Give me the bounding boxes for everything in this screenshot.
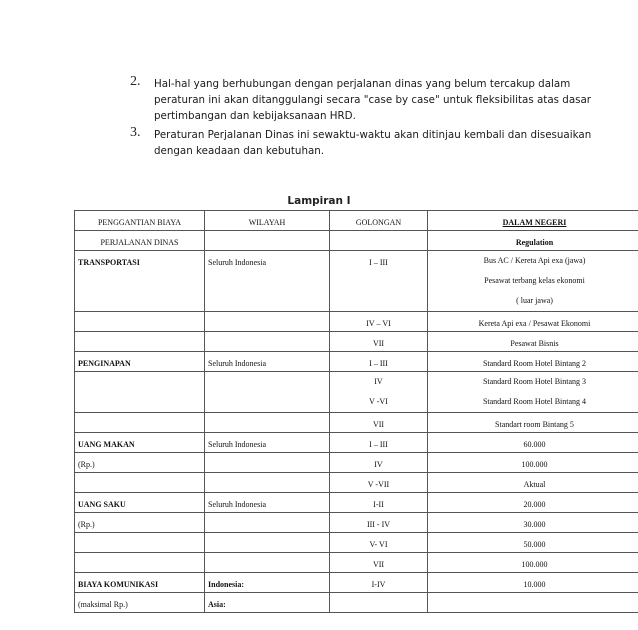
point-3 [130, 125, 592, 159]
wilayah-cell: Seluruh Indonesia [205, 433, 330, 453]
table-row [75, 372, 638, 413]
golongan-cell: I – III [330, 251, 428, 312]
point-number: 2. [130, 74, 141, 89]
point-line: Hal-hal yang berhubungan dengan perjalanan dinas yang belum tercakup dalam [154, 78, 571, 90]
table-cell [205, 332, 330, 352]
table-cell [75, 332, 205, 352]
golongan-cell: III - IV [330, 513, 428, 533]
table-cell [330, 231, 428, 251]
point-line: Peraturan Perjalanan Dinas ini sewaktu-waktu akan ditinjau kembali dan disesuaikan [154, 129, 592, 141]
category-label: TRANSPORTASI [75, 251, 205, 312]
table-cell [330, 593, 428, 613]
table-cell [205, 553, 330, 573]
table-row [75, 453, 638, 473]
category-label: UANG MAKAN [75, 433, 205, 453]
header-perjalanan-dinas: PERJALANAN DINAS [75, 231, 205, 251]
golongan-cell: VII [330, 553, 428, 573]
table-row [75, 332, 638, 352]
category-label: PENGINAPAN [75, 352, 205, 372]
regulation-cell: Kereta Api exa / Pesawat Ekonomi [428, 312, 638, 332]
table-cell [205, 533, 330, 553]
regulation-line: ( luar jawa) [516, 296, 553, 305]
regulation-line: Bus AC / Kereta Api exa (jawa) [483, 256, 586, 265]
golongan-line: V -VI [369, 397, 388, 406]
unit-label: (maksimal Rp.) [75, 593, 205, 613]
table-cell [205, 312, 330, 332]
amount-cell: 60.000 [428, 433, 638, 453]
table-row [75, 413, 638, 433]
table-cell [205, 453, 330, 473]
golongan-cell: I – III [330, 433, 428, 453]
regulation-line: Pesawat terbang kelas ekonomi [484, 276, 585, 285]
table-row [75, 312, 638, 332]
point-line: dengan keadaan dan kebutuhan. [154, 145, 325, 157]
amount-cell: 100.000 [428, 553, 638, 573]
table-cell [205, 231, 330, 251]
category-label: BIAYA KOMUNIKASI [75, 573, 205, 593]
table-cell [75, 312, 205, 332]
table-row [75, 513, 638, 533]
golongan-cell: V- VI [330, 533, 428, 553]
unit-label: (Rp.) [75, 453, 205, 473]
header-wilayah: WILAYAH [205, 211, 330, 231]
point-2 [130, 74, 592, 124]
regulation-cell: Standart room Bintang 5 [428, 413, 638, 433]
table-cell [75, 553, 205, 573]
regulation-cell: Standard Room Hotel Bintang 2 [428, 352, 638, 372]
golongan-cell: IV – VI [330, 312, 428, 332]
table-cell [205, 473, 330, 493]
wilayah-cell: Seluruh Indonesia [205, 493, 330, 513]
header-penggantian: PENGGANTIAN BIAYA [75, 211, 205, 231]
golongan-cell: I – III [330, 352, 428, 372]
golongan-cell [330, 372, 428, 413]
table-header-row [75, 211, 638, 231]
table-cell [75, 533, 205, 553]
regulation-line: Standard Room Hotel Bintang 4 [482, 397, 587, 406]
table-cell [75, 413, 205, 433]
wilayah-cell: Asia: [205, 593, 330, 613]
table-cell [75, 473, 205, 493]
table-row [75, 553, 638, 573]
header-regulation: Regulation [428, 231, 638, 251]
header-dalam-negeri: DALAM NEGERI [428, 211, 638, 231]
travel-allowance-table [74, 210, 638, 613]
unit-label: (Rp.) [75, 513, 205, 533]
policy-points [130, 74, 592, 162]
table-row [75, 473, 638, 493]
table-row [75, 251, 638, 312]
golongan-cell: V -VII [330, 473, 428, 493]
header-golongan: GOLONGAN [330, 211, 428, 231]
regulation-cell: Pesawat Bisnis [428, 332, 638, 352]
amount-cell: 30.000 [428, 513, 638, 533]
amount-cell: 20.000 [428, 493, 638, 513]
golongan-cell: VII [330, 332, 428, 352]
golongan-cell: IV [330, 453, 428, 473]
appendix-heading: Lampiran I [287, 195, 351, 207]
table-cell [75, 372, 205, 413]
category-label: UANG SAKU [75, 493, 205, 513]
table-cell [205, 372, 330, 413]
regulation-cell [428, 251, 638, 312]
table-header-row [75, 231, 638, 251]
wilayah-cell: Seluruh Indonesia [205, 251, 330, 312]
table-row [75, 573, 638, 593]
table-row [75, 352, 638, 372]
golongan-cell: I-IV [330, 573, 428, 593]
golongan-line: IV [374, 377, 383, 386]
wilayah-cell: Indonesia: [205, 573, 330, 593]
regulation-cell [428, 372, 638, 413]
table-cell [428, 593, 638, 613]
table-row [75, 593, 638, 613]
table-row [75, 533, 638, 553]
amount-cell: 10.000 [428, 573, 638, 593]
table-row [75, 493, 638, 513]
amount-cell: 100.000 [428, 453, 638, 473]
regulation-line: Standard Room Hotel Bintang 3 [482, 377, 587, 386]
amount-cell: Aktual [428, 473, 638, 493]
amount-cell: 50.000 [428, 533, 638, 553]
point-line: peraturan ini akan ditanggulangi secara "case by case" untuk fleksibilitas atas dasar [154, 94, 592, 106]
table-cell [205, 413, 330, 433]
table-row [75, 433, 638, 453]
table-cell [205, 513, 330, 533]
point-number: 3. [130, 125, 141, 140]
point-line: pertimbangan dan kebijaksanaan HRD. [154, 110, 356, 122]
golongan-cell: VII [330, 413, 428, 433]
golongan-cell: I-II [330, 493, 428, 513]
wilayah-cell: Seluruh Indonesia [205, 352, 330, 372]
